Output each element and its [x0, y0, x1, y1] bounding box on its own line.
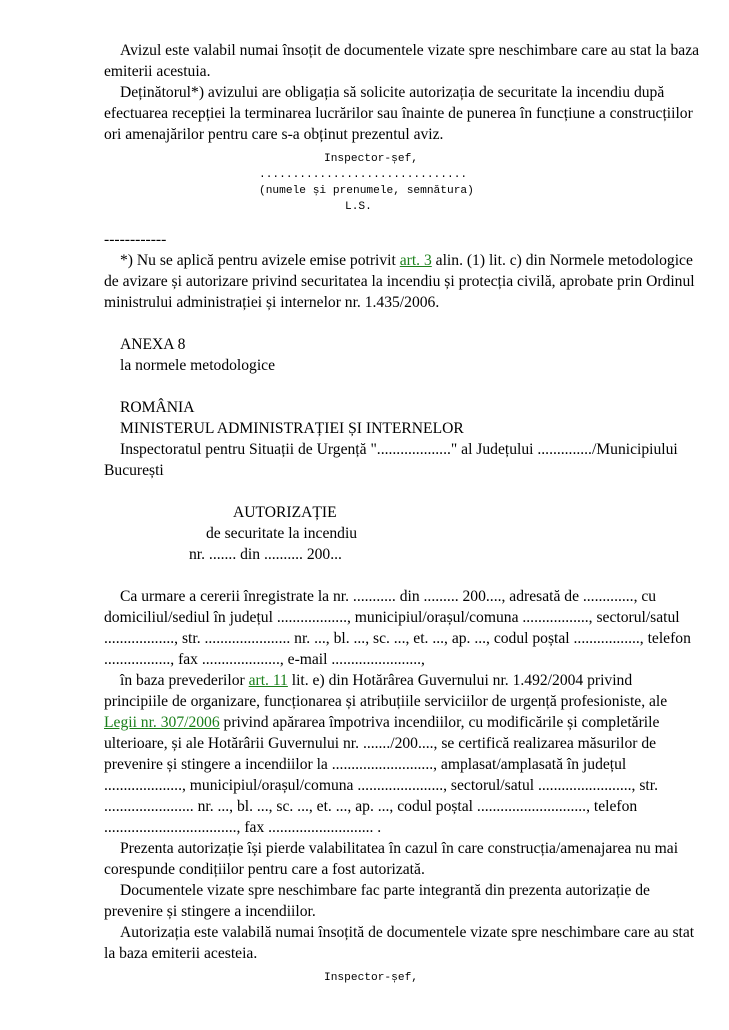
- ministry-heading: MINISTERUL ADMINISTRAȚIEI ȘI INTERNELOR: [120, 420, 464, 437]
- legal-basis-text-a: în baza prevederilor: [120, 672, 249, 689]
- seal-label: L.S.: [345, 201, 372, 213]
- annex-title: ANEXA 8: [120, 336, 186, 353]
- notice-paragraph: Avizul este valabil numai însoțit de documentele vizate spre neschimbare care au stat la baza emiterii acestuia.: [104, 42, 700, 80]
- validity-loss-paragraph: Prezenta autorizație își pierde valabilitatea în cazul în care construcția/amenajarea nu mai corespunde condițiilor pentru care a fost autorizată.: [104, 840, 679, 878]
- legal-basis-text-c: privind apărarea împotriva incendiilor, cu modificările și completările ulterioare, și ale Hotărârii Guvernului nr. ......./200...., se certifică realizarea măsurilor de prevenire și stingere a incendiilor la .........................., amplasat/amplasată în județul ...................., municipiul/orașul/comuna ......................, sectorul/satul ........................, str. ....................... nr. ..., bl. ..., sc. ..., et. ..., ap. ..., codul poștal ............................, telefon .................................., fax ........................... .: [104, 714, 660, 836]
- country-heading: ROMÂNIA: [120, 399, 195, 416]
- law-307-2006-link[interactable]: Legii nr. 307/2006: [104, 714, 220, 731]
- documents-integral-paragraph: Documentele vizate spre neschimbare fac parte integrantă din prezenta autorizație de prevenire și stingere a incendiilor.: [104, 882, 650, 920]
- signature-title-2: Inspector-șef,: [324, 972, 418, 984]
- footnote-text-pre: *) Nu se aplică pentru avizele emise potrivit: [120, 252, 400, 269]
- document-subtitle: de securitate la incendiu: [206, 525, 358, 542]
- legal-basis-paragraph: [104, 670, 700, 838]
- signature-block: [104, 151, 700, 215]
- footnote-separator: ------------: [104, 231, 167, 248]
- signature-title: Inspector-șef,: [324, 153, 418, 165]
- document-title: AUTORIZAȚIE: [233, 504, 337, 521]
- inspectorate-heading: Inspectoratul pentru Situații de Urgență "..................." al Județului ............../Municipiului București: [104, 441, 678, 479]
- holder-obligation-paragraph: Deținătorul*) avizului are obligația să solicite autorizația de securitate la incendiu după efectuarea recepției la terminarea lucrărilor sau înainte de punerea în funcțiune a construcțiilor ori amenajărilor pentru care s-a obținut prezentul aviz.: [104, 84, 693, 143]
- footnote-text-post: alin. (1) lit. c) din Normele metodologice de avizare și autorizare privind securitatea la incendiu și protecția civilă, aprobate prin Ordinul ministrului administrației și internelor nr. 1.435/2006.: [104, 252, 695, 311]
- annex-subtitle: la normele metodologice: [120, 357, 276, 374]
- legal-basis-text-b: lit. e) din Hotărârea Guvernului nr. 1.492/2004 privind principiile de organizare, funcționarea și atribuțiile serviciilor de urgență profesioniste, ale: [104, 672, 668, 710]
- request-paragraph: Ca urmare a cererii înregistrate la nr. ........... din ......... 200...., adresată de ............., cu domiciliul/sediul în județul .................., municipiul/orașul/comuna ................., sectorul/satul .................., str. ...................... nr. ..., bl. ..., sc. ..., et. ..., ap. ..., codul poștal ................., telefon ................., fax ...................., e-mail .......................,: [104, 588, 691, 668]
- signature-names-label: (numele și prenumele, semnătura): [259, 185, 474, 197]
- validity-paragraph: Autorizația este valabilă numai însoțită de documentele vizate spre neschimbare care au stat la baza emiterii acesteia.: [104, 924, 695, 962]
- art11-link[interactable]: art. 11: [248, 672, 288, 689]
- signature-dots: ...............................: [259, 169, 468, 181]
- document-number-date: nr. ....... din .......... 200...: [189, 546, 342, 563]
- footnote-art3-link[interactable]: art. 3: [399, 252, 432, 269]
- document-page: [104, 40, 700, 986]
- footnote: [104, 250, 700, 313]
